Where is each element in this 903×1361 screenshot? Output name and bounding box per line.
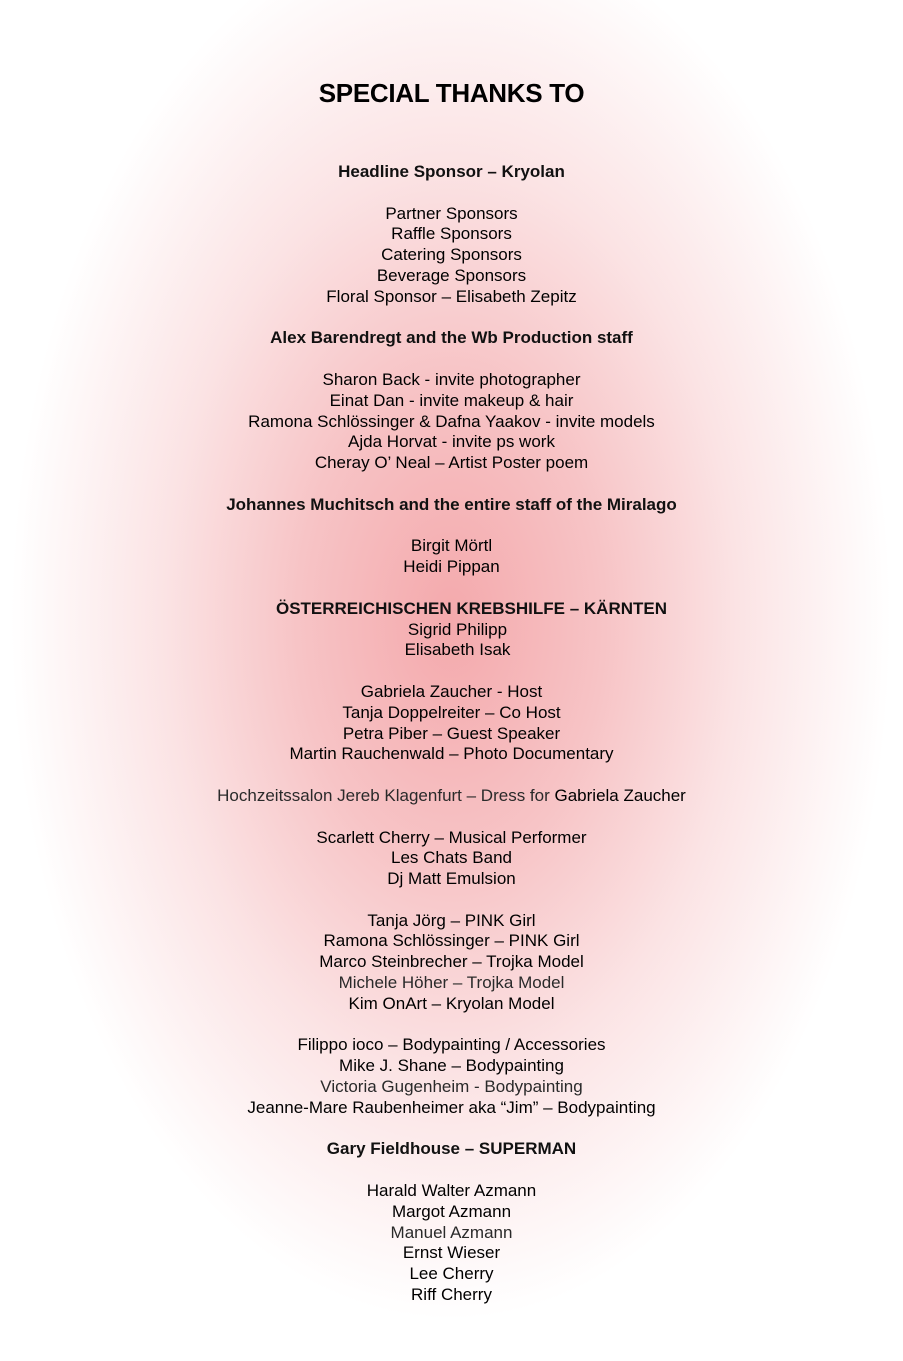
sponsor-line: Raffle Sponsors xyxy=(391,224,512,244)
painter-line: Mike J. Shane – Bodypainting xyxy=(339,1056,564,1076)
model-line: Tanja Jörg – PINK Girl xyxy=(367,910,536,930)
family-line: Margot Azmann xyxy=(391,1201,512,1221)
wb-heading: Alex Barendregt and the Wb Production staff xyxy=(270,328,633,348)
model-line: Ramona Schlössinger – PINK Girl xyxy=(323,931,580,951)
sponsor-line: Floral Sponsor – Elisabeth Zepitz xyxy=(326,286,577,306)
wb-staff-line: Ramona Schlössinger & Dafna Yaakov - invite models xyxy=(248,411,655,431)
family-line: Manuel Azmann xyxy=(390,1222,513,1242)
model-line: Michele Höher – Trojka Model xyxy=(338,973,565,993)
painter-line: Filippo ioco – Bodypainting / Accessories xyxy=(297,1035,606,1055)
family-line: Ernst Wieser xyxy=(402,1243,501,1263)
performer-line: Dj Matt Emulsion xyxy=(387,869,516,889)
family-line: Harald Walter Azmann xyxy=(366,1181,537,1201)
wb-staff-line: Sharon Back - invite photographer xyxy=(322,369,581,389)
krebshilfe-staff-line: Elisabeth Isak xyxy=(404,640,511,660)
superman-heading: Gary Fieldhouse – SUPERMAN xyxy=(326,1139,577,1159)
model-line: Kim OnArt – Kryolan Model xyxy=(348,993,555,1013)
performer-line: Les Chats Band xyxy=(391,848,512,868)
host-line: Petra Piber – Guest Speaker xyxy=(342,723,561,743)
credits-list xyxy=(0,162,903,1306)
headline-sponsor: Headline Sponsor – Kryolan xyxy=(338,162,565,181)
miralago-staff-line: Heidi Pippan xyxy=(403,557,500,577)
wb-staff-line: Ajda Horvat - invite ps work xyxy=(348,432,555,452)
page-title: SPECIAL THANKS TO xyxy=(318,78,585,108)
miralago-heading: Johannes Muchitsch and the entire staff of the Miralago xyxy=(226,494,677,514)
krebshilfe-heading: ÖSTERREICHISCHEN KREBSHILFE – KÄRNTEN xyxy=(275,598,668,618)
model-line: Marco Steinbrecher – Trojka Model xyxy=(319,952,584,972)
wb-staff-line: Einat Dan - invite makeup & hair xyxy=(329,390,574,410)
dress-credit-prefix: Hochzeitssalon Jereb Klagenfurt – Dress for xyxy=(217,785,550,805)
dress-credit xyxy=(0,786,903,807)
sponsor-line: Partner Sponsors xyxy=(385,203,518,223)
sponsor-line: Beverage Sponsors xyxy=(376,265,527,285)
host-line: Martin Rauchenwald – Photo Documentary xyxy=(289,744,614,764)
performer-line: Scarlett Cherry – Musical Performer xyxy=(316,827,587,847)
family-line: Riff Cherry xyxy=(411,1285,492,1305)
painter-line: Jeanne-Mare Raubenheimer aka “Jim” – Bodypainting xyxy=(247,1097,656,1117)
family-line: Lee Cherry xyxy=(409,1264,494,1284)
host-line: Gabriela Zaucher - Host xyxy=(360,681,543,701)
miralago-staff-line: Birgit Mörtl xyxy=(410,536,493,556)
host-line: Tanja Doppelreiter – Co Host xyxy=(342,702,561,722)
sponsor-line: Catering Sponsors xyxy=(381,245,522,265)
painter-line: Victoria Gugenheim - Bodypainting xyxy=(320,1077,583,1097)
krebshilfe-staff-line: Sigrid Philipp xyxy=(407,619,508,639)
dress-credit-name: Gabriela Zaucher xyxy=(554,785,686,805)
wb-staff-line: Cheray O’ Neal – Artist Poster poem xyxy=(314,453,589,473)
